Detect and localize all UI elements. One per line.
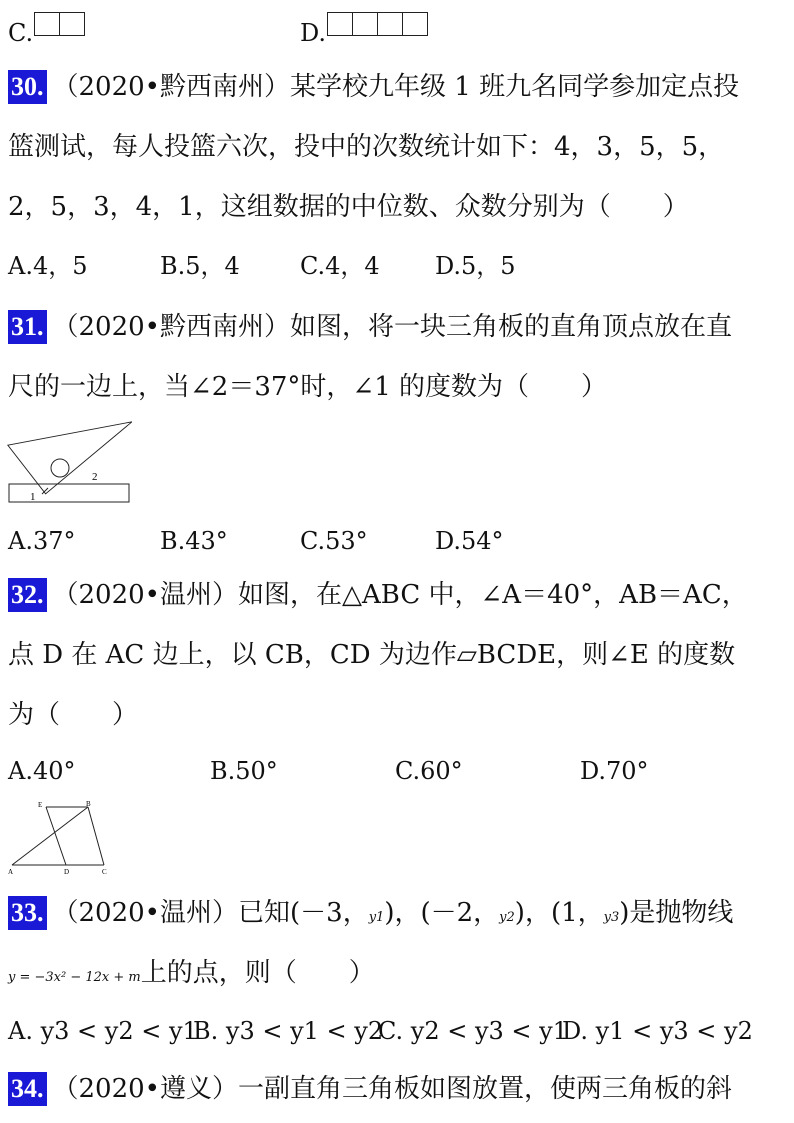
q33-y2: y2 bbox=[499, 910, 515, 925]
q32-text-1: （2020•温州）如图，在△ABC 中，∠A＝40°，AB＝AC， bbox=[52, 580, 748, 610]
ruler bbox=[9, 484, 129, 502]
q31-option-b: B.43° bbox=[160, 527, 228, 555]
top-option-c-label: C. bbox=[8, 19, 34, 47]
q33-formula: y = −3x² − 12x + m bbox=[8, 970, 141, 985]
segment-ed bbox=[46, 807, 66, 865]
q34-line-1 bbox=[8, 1072, 786, 1106]
q32-option-b: B.50° bbox=[210, 757, 278, 785]
q33-line-1 bbox=[8, 896, 786, 935]
q31-option-d: D.54° bbox=[435, 527, 504, 555]
top-option-d-label: D. bbox=[300, 19, 327, 47]
top-option-c bbox=[8, 18, 84, 48]
q30-option-d: D.5，5 bbox=[435, 252, 516, 280]
q33-line-2 bbox=[8, 956, 786, 995]
q33-number: 33. bbox=[8, 896, 47, 930]
q32-line-3: 为（ ） bbox=[8, 700, 139, 730]
triangle-hole bbox=[51, 459, 69, 477]
q30-number: 30. bbox=[8, 70, 47, 104]
q32-line-2: 点 D 在 AC 边上，以 CB，CD 为边作▱BCDE，则∠E 的度数 bbox=[8, 640, 736, 670]
answer-boxes-d bbox=[327, 12, 427, 42]
q30-line-2: 篮测试，每人投篮六次，投中的次数统计如下：4，3，5，5， bbox=[8, 132, 725, 162]
q32-option-d: D.70° bbox=[580, 757, 649, 785]
q33-y1: y1 bbox=[368, 910, 385, 925]
q33-y3: y3 bbox=[603, 910, 620, 925]
q31-option-c: C.53° bbox=[300, 527, 368, 555]
angle-2-label: 2 bbox=[92, 471, 98, 483]
q33-text-tail: 上的点，则（ ） bbox=[140, 958, 375, 988]
q31-line-1 bbox=[8, 310, 786, 344]
q34-number: 34. bbox=[8, 1072, 47, 1106]
q32-figure-parallelogram bbox=[6, 800, 112, 876]
q31-text-1: （2020•黔西南州）如图，将一块三角板的直角顶点放在直 bbox=[52, 312, 733, 342]
top-option-d bbox=[300, 18, 427, 48]
q33-option-c: C. y2 < y3 < y1 bbox=[378, 1017, 568, 1045]
q31-figure-ruler-triangle bbox=[6, 420, 132, 506]
angle-1-label: 1 bbox=[30, 491, 36, 503]
answer-boxes-c bbox=[34, 12, 84, 42]
q32-line-1 bbox=[8, 578, 786, 612]
q30-option-a: A.4，5 bbox=[8, 252, 88, 280]
q31-option-a: A.37° bbox=[8, 527, 76, 555]
q30-text-1: （2020•黔西南州）某学校九年级 1 班九名同学参加定点投 bbox=[52, 72, 740, 102]
point-c-label: C bbox=[102, 868, 107, 876]
q33-option-d: D. y1 < y3 < y2 bbox=[562, 1017, 753, 1045]
q30-line-1 bbox=[8, 70, 786, 104]
q30-option-b: B.5，4 bbox=[160, 252, 240, 280]
q34-text-1: （2020•遵义）一副直角三角板如图放置，使两三角板的斜 bbox=[52, 1074, 733, 1104]
triangle-plate bbox=[8, 422, 132, 494]
point-a-label: A bbox=[8, 868, 14, 876]
q33-text-d: )是抛物线 bbox=[619, 898, 734, 928]
q32-option-a: A.40° bbox=[8, 757, 76, 785]
q33-text-b: )，(－2， bbox=[384, 898, 500, 928]
q32-number: 32. bbox=[8, 578, 47, 612]
segment-ab bbox=[12, 807, 88, 865]
point-d-label: D bbox=[64, 868, 70, 876]
q31-number: 31. bbox=[8, 310, 47, 344]
q33-option-a: A. y3 < y2 < y1 bbox=[8, 1017, 198, 1045]
q33-option-b: B. y3 < y1 < y2 bbox=[193, 1017, 384, 1045]
q33-text-a: （2020•温州）已知(－3， bbox=[52, 898, 369, 928]
segment-bc bbox=[88, 807, 104, 865]
q32-option-c: C.60° bbox=[395, 757, 463, 785]
q33-text-c: )，(1， bbox=[514, 898, 604, 928]
q31-line-2: 尺的一边上，当∠2＝37°时，∠1 的度数为（ ） bbox=[8, 372, 608, 402]
q30-option-c: C.4，4 bbox=[300, 252, 380, 280]
point-b-label: B bbox=[86, 800, 91, 808]
q30-line-3: 2，5，3，4，1，这组数据的中位数、众数分别为（ ） bbox=[8, 192, 689, 222]
point-e-label: E bbox=[38, 801, 43, 809]
